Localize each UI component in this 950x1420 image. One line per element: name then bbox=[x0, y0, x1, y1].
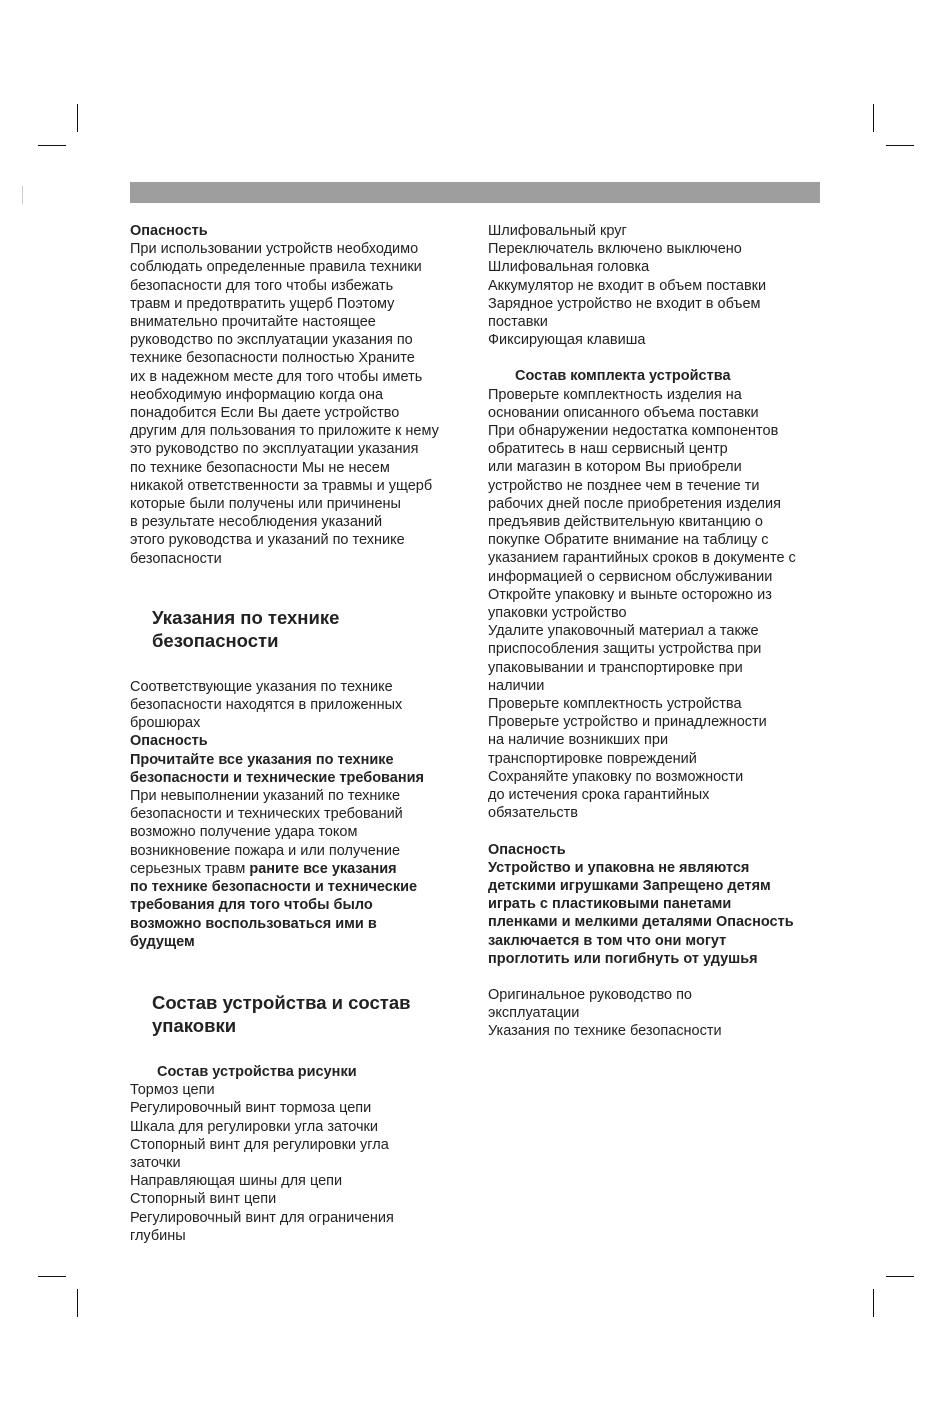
crop-mark bbox=[873, 104, 874, 132]
crop-mark bbox=[77, 1289, 78, 1317]
danger-text-bold: раните все указания по технике безопасности и технические требования для того чтобы было возможно воспользоваться ими в будущем bbox=[130, 860, 418, 950]
list-item: Откройте упаковку и выньте осторожно из упаковки устройство bbox=[488, 586, 772, 622]
parts-list bbox=[130, 1081, 470, 1245]
crop-mark bbox=[886, 1276, 914, 1277]
list-item: Регулировочный винт тормоза цепи bbox=[130, 1100, 372, 1117]
list-item: Указания по технике безопасности bbox=[488, 1023, 722, 1040]
list-item: Оригинальное руководство по эксплуатации bbox=[488, 986, 692, 1022]
list-item: Шлифовальная головка bbox=[488, 259, 650, 276]
composition-heading: Состав устройства и состав упаковки bbox=[152, 991, 411, 1036]
danger-title: Опасность bbox=[488, 841, 566, 858]
danger-title: Опасность bbox=[130, 733, 208, 750]
list-item: Сохраняйте упаковку по возможности до истечения срока гарантийных обязательств bbox=[488, 768, 744, 822]
documents-list bbox=[488, 986, 828, 1041]
safety-heading: Указания по технике безопасности bbox=[152, 606, 340, 651]
safety-text: Соответствующие указания по технике безопасности находятся в приложенных брошюрах bbox=[130, 678, 403, 732]
right-column bbox=[488, 222, 828, 1041]
composition-subheading: Состав устройства рисунки bbox=[157, 1063, 357, 1080]
list-item: Шкала для регулировки угла заточки bbox=[130, 1118, 378, 1135]
list-item: Удалите упаковочный материал а также приспособления защиты устройства при упаковывании и транспортировке при наличии bbox=[488, 623, 762, 694]
margin-line bbox=[22, 186, 23, 204]
header-bar bbox=[130, 182, 820, 203]
crop-mark bbox=[38, 145, 66, 146]
danger-text bbox=[130, 787, 470, 951]
list-item: Проверьте устройство и принадлежности на наличие возникших при транспортировке повреждений bbox=[488, 714, 767, 767]
danger-title: Опасность bbox=[130, 223, 208, 239]
list-item: Зарядное устройство не входит в объем поставки bbox=[488, 295, 761, 331]
list-item: Шлифовальный круг bbox=[488, 223, 627, 239]
danger-text: При использовании устройств необходимо соблюдать определенные правила техники безопасности для того чтобы избежать травм и предотвратить ущерб Поэтому внимательно прочитайте настоящее руководство по эксплуатации указания по технике безопасности полностью Храните их в надежном месте для того чтобы иметь необходимую информацию когда она понадобится Если Вы даете устройство другим для пользования то приложите к нему это руководство по эксплуатации указания по технике безопасности Мы не несем никакой ответственности за травмы и ущерб которые были получены или причинены в результате несоблюдения указаний этого руководства и указаний по технике безопасности bbox=[130, 241, 439, 567]
crop-mark bbox=[886, 145, 914, 146]
list-item: Тормоз цепи bbox=[130, 1082, 215, 1099]
crop-mark bbox=[873, 1289, 874, 1317]
kit-text: Проверьте комплектность изделия на основании описанного объема поставки При обнаружении недостатка компонентов обратитесь в наш сервисный центр или магазин в котором Вы приобрели устройство не позднее чем в течение ти рабочих дней после приобретения изделия предъявив действительную квитанцию о покупке Обратите внимание на таблицу с указанием гарантийных сроков в документе с информацией о сервисном обслуживании bbox=[488, 386, 796, 585]
left-column bbox=[130, 222, 470, 1245]
danger-warning: Устройство и упаковна не являются детскими игрушками Запрещено детям играть с пластиковыми панетами пленками и мелкими деталями Опасность заключается в том что они могут проглотить или погибнуть от удушья bbox=[488, 859, 794, 967]
danger-warning: Прочитайте все указания по технике безопасности и технические требования bbox=[130, 751, 424, 786]
list-item: Направляющая шины для цепи bbox=[130, 1173, 343, 1190]
unpacking-steps bbox=[488, 586, 828, 823]
crop-mark bbox=[77, 104, 78, 132]
list-item: Переключатель включено выключено bbox=[488, 241, 742, 258]
kit-heading: Состав комплекта устройства bbox=[515, 368, 731, 385]
list-item: Проверьте комплектность устройства bbox=[488, 696, 742, 713]
danger-text-regular: При невыполнении указаний по технике безопасности и технических требований возможно получение удара током возникновение пожара и или получение серьезных травм bbox=[130, 788, 403, 877]
list-item: Фиксирующая клавиша bbox=[488, 332, 646, 349]
parts-list-continued bbox=[488, 222, 828, 349]
list-item: Аккумулятор не входит в объем поставки bbox=[488, 277, 767, 294]
list-item: Стопорный винт цепи bbox=[130, 1191, 277, 1208]
list-item: Стопорный винт для регулировки угла заточки bbox=[130, 1136, 389, 1171]
crop-mark bbox=[38, 1276, 66, 1277]
list-item: Регулировочный винт для ограничения глубины bbox=[130, 1209, 394, 1244]
